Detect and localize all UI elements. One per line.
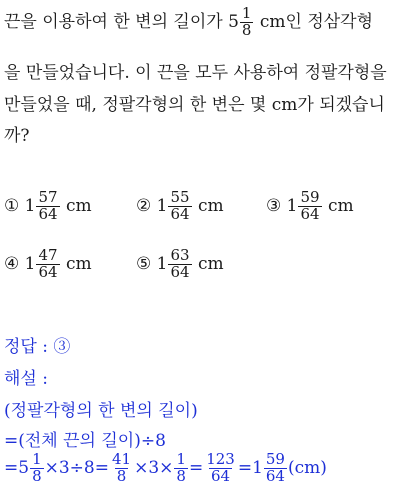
frac-den: 64 <box>38 262 58 281</box>
question-text: 을 만들었습니다. 이 끈을 모두 사용하여 정팔각형을 <box>4 63 387 83</box>
frac-den: 8 <box>116 466 127 485</box>
frac-num: 59 <box>300 188 320 206</box>
question-text: 까? <box>4 126 30 146</box>
frac-den: 64 <box>300 204 320 223</box>
fraction <box>30 452 44 485</box>
explanation-text: 해설 : <box>4 369 48 389</box>
fraction <box>204 452 237 485</box>
fraction <box>264 452 287 485</box>
explanation-text: (정팔각형의 한 변의 길이) <box>4 401 198 421</box>
frac-num: 1 <box>176 450 186 468</box>
frac-num: 63 <box>170 246 190 264</box>
explanation-line-1 <box>4 396 198 421</box>
question-text: 끈을 이용하여 한 변의 길이가 5 <box>4 11 239 32</box>
choice-3[interactable] <box>266 190 354 223</box>
choice-whole: 1 <box>24 195 36 216</box>
frac-den: 64 <box>210 466 231 485</box>
choice-whole: 1 <box>24 253 36 274</box>
choice-marker: ⑤ <box>136 253 152 274</box>
frac-num: 57 <box>38 188 58 206</box>
frac-num: 55 <box>170 188 190 206</box>
choice-unit: cm <box>65 195 92 216</box>
answer-text: 정답 : ③ <box>4 337 71 357</box>
fraction <box>36 190 59 223</box>
frac-num: 123 <box>206 450 235 468</box>
question-text: 만들었을 때, 정팔각형의 한 변은 몇 cm가 되겠습니 <box>4 95 385 115</box>
question-line-3 <box>4 90 385 115</box>
eq-text: =5 <box>4 457 30 478</box>
explanation-label <box>4 364 48 389</box>
eq-text: ×3÷8= <box>44 457 109 478</box>
explanation-equation <box>4 452 327 485</box>
choice-1[interactable] <box>4 190 92 223</box>
choice-whole: 1 <box>156 253 168 274</box>
question-text: cm인 정삼각형 <box>254 11 374 32</box>
choice-marker: ④ <box>4 253 20 274</box>
frac-den: 8 <box>176 466 186 485</box>
choice-unit: cm <box>65 253 92 274</box>
choice-4[interactable] <box>4 248 92 281</box>
explanation-text: =(전체 끈의 길이)÷8 <box>4 431 166 451</box>
eq-text: ×3× <box>134 457 174 478</box>
frac-den: 64 <box>170 262 190 281</box>
eq-text: (cm) <box>287 457 327 478</box>
frac-num: 47 <box>38 246 58 264</box>
question-line-1 <box>4 6 373 39</box>
fraction <box>298 190 321 223</box>
eq-text: = <box>188 457 204 478</box>
frac-num: 1 <box>241 4 252 22</box>
choice-unit: cm <box>197 195 224 216</box>
fraction <box>36 248 59 281</box>
answer-label <box>4 332 70 357</box>
frac-den: 8 <box>32 466 42 485</box>
frac-num: 41 <box>111 450 132 468</box>
fraction <box>110 452 133 485</box>
frac-den: 64 <box>38 204 58 223</box>
frac-den: 8 <box>241 20 252 39</box>
choice-unit: cm <box>197 253 224 274</box>
choice-5[interactable] <box>136 248 224 281</box>
choice-whole: 1 <box>156 195 168 216</box>
choice-whole: 1 <box>286 195 298 216</box>
explanation-line-2 <box>4 426 166 451</box>
choice-2[interactable] <box>136 190 224 223</box>
choice-marker: ② <box>136 195 152 216</box>
choice-unit: cm <box>327 195 354 216</box>
fraction <box>240 6 254 39</box>
frac-den: 64 <box>265 466 285 485</box>
choice-marker: ① <box>4 195 20 216</box>
fraction <box>174 452 188 485</box>
fraction <box>168 248 191 281</box>
frac-num: 1 <box>32 450 42 468</box>
eq-text: =1 <box>237 457 263 478</box>
frac-num: 59 <box>265 450 285 468</box>
fraction <box>168 190 191 223</box>
frac-den: 64 <box>170 204 190 223</box>
choice-marker: ③ <box>266 195 282 216</box>
question-line-2 <box>4 58 387 83</box>
question-line-4 <box>4 121 30 146</box>
